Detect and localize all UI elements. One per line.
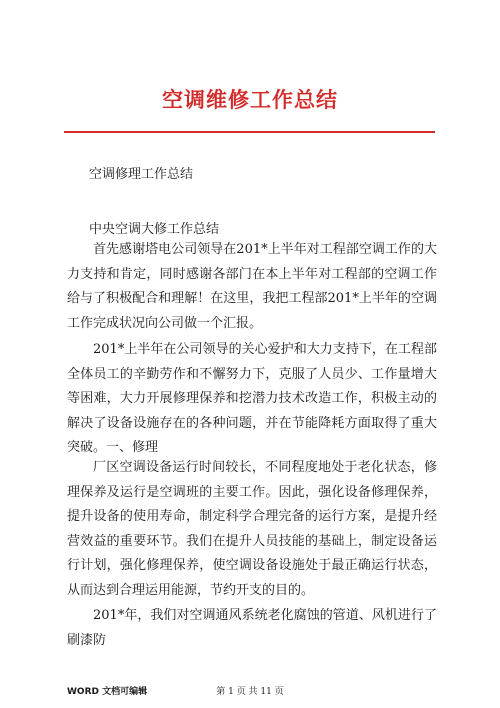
paragraph-2-block bbox=[67, 338, 437, 461]
title-divider bbox=[64, 131, 435, 133]
footer-editable-label: WORD 文档可编辑 bbox=[67, 687, 148, 697]
paragraph-1-block bbox=[67, 238, 437, 336]
document-title: 空调维修工作总结 bbox=[162, 88, 338, 112]
paragraph: 201*年，我们对空调通风系统老化腐蚀的管道、风机进行了刷漆防 bbox=[67, 608, 437, 648]
footer-page-number: 第 1 页 共 11 页 bbox=[216, 687, 284, 697]
paragraph: 首先感谢塔电公司领导在201*上半年对工程部空调工作的大力支持和肯定，同时感谢各部门在本上半年对工程部的空调工作给与了积极配合和理解！在这里，我把工程部201*上半年的空调工作完成状况向公司做一个汇报。 bbox=[67, 242, 437, 331]
section-heading: 中央空调大修工作总结 bbox=[89, 222, 220, 237]
paragraph: 厂区空调设备运行时间较长，不同程度地处于老化状态，修理保养及运行是空调班的主要工作。因此，强化设备修理保养，提升设备的使用寿命，制定科学合理完备的运行方案，是提升经营效益的重要环节。我们在提升人员技能的基础上，制定设备运行计划，强化修理保养，使空调设备设施处于最正确运行状态，从而达到合理运用能源，节约开支的目的。 bbox=[67, 460, 437, 598]
paragraph-3-block bbox=[67, 456, 437, 603]
paragraph-4-block bbox=[67, 604, 437, 653]
document-subtitle: 空调修理工作总结 bbox=[89, 167, 194, 182]
paragraph: 201*上半年在公司领导的关心爱护和大力支持下，在工程部全体员工的辛勤劳作和不懈努力下，克服了人员少、工作量增大等困难，大力开展修理保养和挖潜力技术改造工作，积极主动的解决了设备设施存在的各种问题，并在节能降耗方面取得了重大突破。一、修理 bbox=[67, 342, 437, 455]
